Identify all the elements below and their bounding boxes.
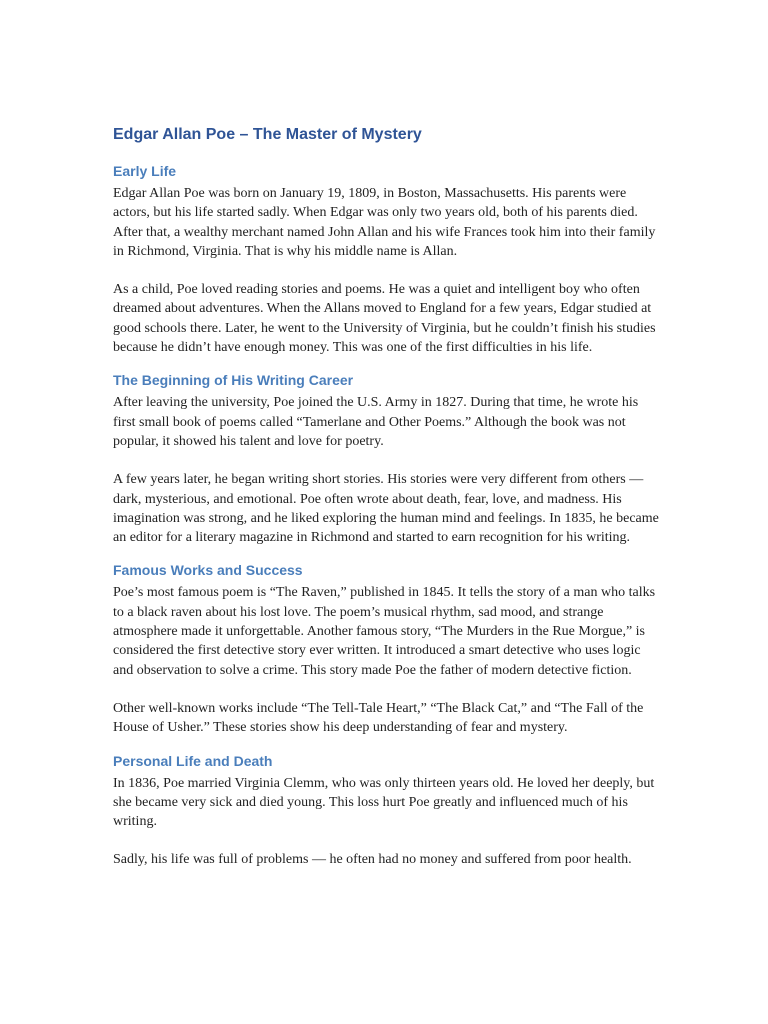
- document-page: [113, 124, 659, 884]
- section-early-life: [113, 162, 659, 357]
- section-heading: Famous Works and Success: [113, 562, 303, 579]
- paragraph: As a child, Poe loved reading stories and poems. He was a quiet and intelligent boy who often dreamed about adventures. When the Allans moved to England for a few years, Edgar studied at good schools there. Later, he went to the University of Virginia, but he couldn’t finish his studies because he didn’t have enough money. This was one of the first difficulties in his life.: [113, 282, 656, 356]
- paragraph: Poe’s most famous poem is “The Raven,” published in 1845. It tells the story of a man who talks to a black raven about his lost love. The poem’s musical rhythm, sad mood, and strange atmosphere made it unforgettable. Another famous story, “The Murders in the Rue Morgue,” is considered the first detective story ever written. It introduced a smart detective who uses logic and observation to solve a crime. This story made Poe the father of modern detective fiction.: [113, 585, 656, 678]
- section-writing-career: [113, 371, 659, 547]
- paragraph: In 1836, Poe married Virginia Clemm, who was only thirteen years old. He loved her deeply, but she became very sick and died young. This loss hurt Poe greatly and influenced much of his writing.: [113, 775, 655, 830]
- paragraph: Sadly, his life was full of problems — he often had no money and suffered from poor health.: [113, 852, 632, 868]
- section-heading: Early Life: [113, 163, 177, 179]
- paragraph: Other well-known works include “The Tell-Tale Heart,” “The Black Cat,” and “The Fall of the House of Usher.” These stories show his deep understanding of fear and mystery.: [113, 700, 644, 736]
- section-famous-works: [113, 561, 659, 737]
- paragraph: A few years later, he began writing short stories. His stories were very different from others — dark, mysterious, and emotional. Poe often wrote about death, fear, love, and madness. His imagination was strong, and he liked exploring the human mind and feelings. In 1835, he became an editor for a literary magazine in Richmond and started to earn recognition for his writing.: [113, 472, 659, 546]
- paragraph: Edgar Allan Poe was born on January 19, 1809, in Boston, Massachusetts. His parents were actors, but his life started sadly. When Edgar was only two years old, both of his parents died. After that, a wealthy merchant named John Allan and his wife Frances took him into their family in Richmond, Virginia. That is why his middle name is Allan.: [113, 186, 656, 259]
- section-personal-life: [113, 752, 659, 870]
- section-heading: Personal Life and Death: [113, 752, 273, 769]
- paragraph: After leaving the university, Poe joined the U.S. Army in 1827. During that time, he wrote his first small book of poems called “Tamerlane and Other Poems.” Although the book was not popular, it showed his talent and love for poetry.: [113, 395, 639, 449]
- document-title: Edgar Allan Poe – The Master of Mystery: [113, 126, 422, 143]
- section-heading: The Beginning of His Writing Career: [113, 372, 354, 389]
